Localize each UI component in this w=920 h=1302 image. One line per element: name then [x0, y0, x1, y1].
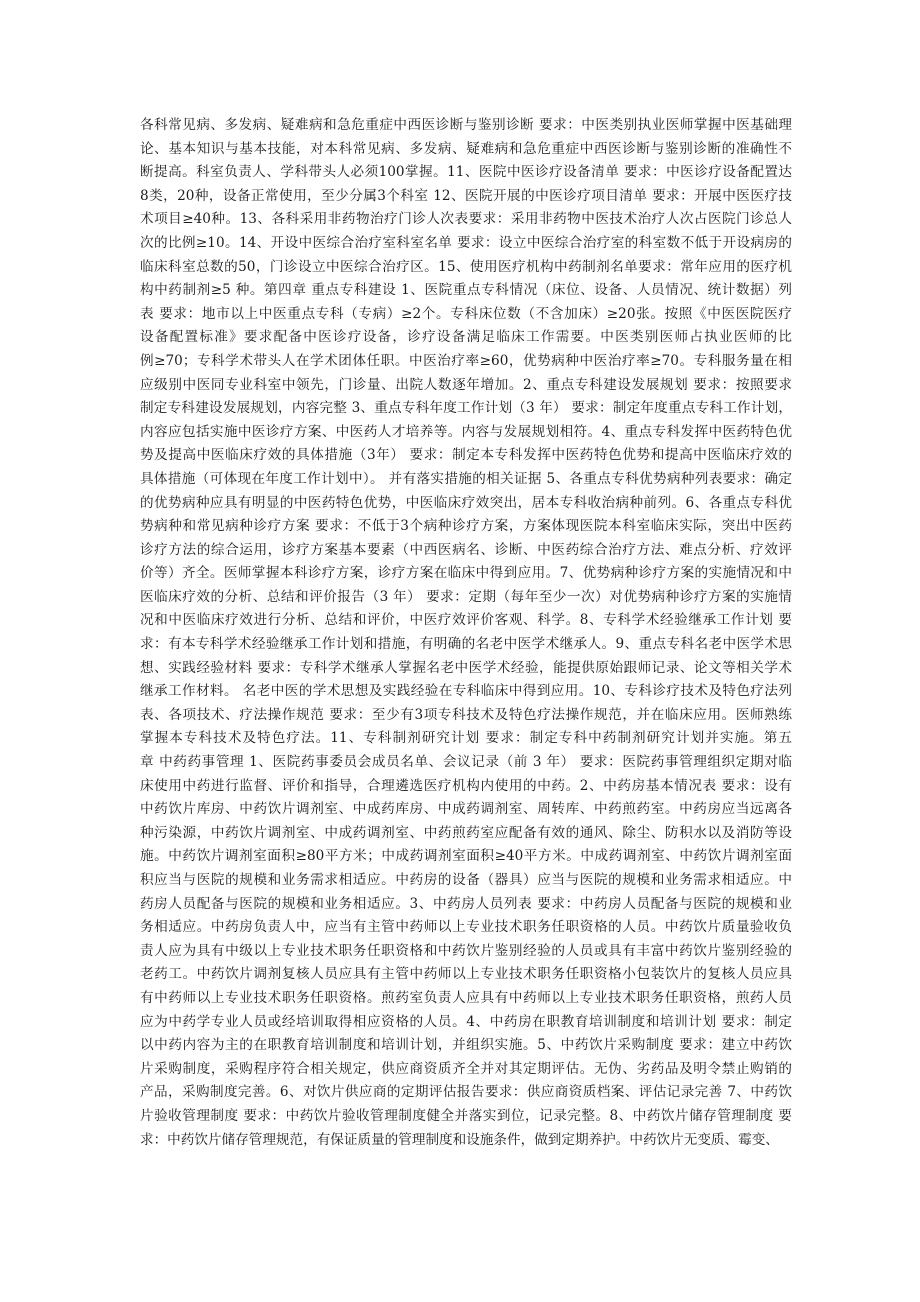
- text-line: 势及提高中医临床疗效的具体措施（3年） 要求：制定本专科发挥中医药特色优势和提高中医临床疗效的: [140, 447, 792, 464]
- text-line: 诊疗方法的综合运用，诊疗方案基本要素（中西医病名、诊断、中医药综合治疗方法、难点分析、疗效评: [140, 541, 792, 558]
- text-line: 片验收管理制度 要求：中药饮片验收管理制度健全并落实到位，记录完整。8、中药饮片储存管理制度 要: [140, 1107, 792, 1124]
- text-line: 例≥70；专科学术带头人在学术团体任职。中医治疗率≥60，优势病种中医治疗率≥70。专科服务量在相: [140, 352, 792, 369]
- text-line: 责人应为具有中级以上专业技术职务任职资格和中药饮片鉴别经验的人员或具有丰富中药饮片鉴别经验的: [140, 942, 792, 959]
- text-line: 片采购制度，采购程序符合相关规定，供应商资质齐全并对其定期评估。无伪、劣药品及明令禁止购销的: [140, 1060, 792, 1077]
- text-line: 应级别中医同专业科室中领先，门诊量、出院人数逐年增加。2、重点专科建设发展规划 要求：按照要求: [140, 376, 792, 393]
- text-line: 次的比例≥10。14、开设中医综合治疗室科室名单 要求：设立中医综合治疗室的科室数不低于开设病房的: [140, 234, 792, 251]
- text-line: 具体措施（可体现在年度工作计划中）。 并有落实措施的相关证据 5、各重点专科优势病种列表要求：确定: [140, 470, 792, 487]
- text-line: 施。中药饮片调剂室面积≥80平方米；中成药调剂室面积≥40平方米。中成药调剂室、中药饮片调剂室面: [140, 848, 792, 865]
- text-line: 设备配置标准》要求配备中医诊疗设备，诊疗设备满足临床工作需要。中医类别医师占执业医师的比: [140, 329, 792, 346]
- text-line: 掌握本专科技术及特色疗法。11、专科制剂研究计划 要求：制定专科中药制剂研究计划并实施。第五: [140, 730, 792, 747]
- text-line: 中药饮片库房、中药饮片调剂室、中成药库房、中成药调剂室、周转库、中药煎药室。中药房应当远离各: [140, 801, 792, 818]
- text-line: 务相适应。中药房负责人中，应当有主管中药师以上专业技术职务任职资格的人员。中药饮片质量验收负: [140, 919, 792, 936]
- text-line: 种污染源，中药饮片调剂室、中成药调剂室、中药煎药室应配备有效的通风、除尘、防积水以及消防等设: [140, 824, 792, 841]
- text-line: 断提高。科室负责人、学科带头人必须100掌握。11、医院中医诊疗设备清单 要求：中医诊疗设备配置达: [140, 164, 792, 181]
- text-line: 章 中药药事管理 1、医院药事委员会成员名单、会议记录（前 3 年） 要求：医院药事管理组织定期对临: [140, 754, 792, 771]
- text-line: 老药工。中药饮片调剂复核人员应具有主管中药师以上专业技术职务任职资格小包装饮片的复核人员应具: [140, 966, 792, 983]
- text-line: 床使用中药进行监督、评价和指导，合理遴选医疗机构内使用的中药。2、中药房基本情况表 要求：设有: [140, 777, 792, 794]
- text-line: 求：有本专科学术经验继承工作计划和措施，有明确的名老中医学术继承人。9、重点专科名老中医学术思: [140, 636, 792, 653]
- text-line: 内容应包括实施中医诊疗方案、中医药人才培养等。内容与发展规划相符。4、重点专科发挥中医药特色优: [140, 423, 792, 440]
- text-line: 积应当与医院的规模和业务需求相适应。中药房的设备（器具）应当与医院的规模和业务需求相适应。中: [140, 872, 792, 888]
- text-line: 表 要求：地市以上中医重点专科（专病）≥2个。专科床位数（不含加床）≥20张。按照《中医医院医疗: [140, 305, 792, 322]
- text-line: 各科常见病、多发病、疑难病和急危重症中西医诊断与鉴别诊断 要求：中医类别执业医师掌握中医基础理: [140, 117, 792, 133]
- text-line: 价等）齐全。医师掌握本科诊疗方案，诊疗方案在临床中得到应用。7、优势病种诊疗方案的实施情况和中: [140, 565, 792, 582]
- text-line: 继承工作材料。 名老中医的学术思想及实践经验在专科临床中得到应用。10、专科诊疗技术及特色疗法列: [140, 683, 792, 700]
- text-line: 药房人员配备与医院的规模和业务相适应。3、中药房人员列表 要求：中药房人员配备与医院的规模和业: [140, 895, 792, 912]
- text-line: 以中药内容为主的在职教育培训制度和培训计划，并组织实施。5、中药饮片采购制度 要求：建立中药饮: [140, 1037, 792, 1054]
- text-line: 的优势病种应具有明显的中医药特色优势，中医临床疗效突出，居本专科收治病种前列。6、各重点专科优: [140, 494, 792, 511]
- text-line: 势病种和常见病种诊疗方案 要求：不低于3个病种诊疗方案，方案体现医院本科室临床实际，突出中医药: [140, 518, 792, 535]
- text-line: 况和中医临床疗效进行分析、总结和评价，中医疗效评价客观、科学。8、专科学术经验继承工作计划 要: [140, 612, 792, 629]
- text-line: 临床科室总数的50，门诊设立中医综合治疗区。15、使用医疗机构中药制剂名单要求：常年应用的医疗机: [140, 258, 792, 275]
- text-line: 构中药制剂≥5 种。第四章 重点专科建设 1、医院重点专科情况（床位、设备、人员情况、统计数据）列: [140, 282, 792, 299]
- text-line: 求：中药饮片储存管理规范，有保证质量的管理制度和设施条件，做到定期养护。中药饮片无变质、霉变、: [140, 1131, 779, 1148]
- text-line: 想、实践经验材料 要求：专科学术继承人掌握名老中医学术经验，能提供原始跟师记录、论文等相关学术: [140, 659, 792, 676]
- text-line: 应为中药学专业人员或经培训取得相应资格的人员。4、中药房在职教育培训制度和培训计划 要求：制定: [140, 1013, 792, 1030]
- document-body-text: [140, 114, 792, 1152]
- text-line: 术项目≥40种。13、各科采用非药物治疗门诊人次表要求：采用非药物中医技术治疗人次占医院门诊总人: [140, 211, 792, 228]
- text-line: 表、各项技术、疗法操作规范 要求：至少有3项专科技术及特色疗法操作规范，并在临床应用。医师熟练: [140, 706, 792, 723]
- text-line: 论、基本知识与基本技能，对本科常见病、多发病、疑难病和急危重症中西医诊断与鉴别诊断的准确性不: [140, 140, 792, 157]
- text-line: 8类，20种，设备正常使用，至少分属3个科室 12、医院开展的中医诊疗项目清单 要求：开展中医医疗技: [140, 187, 792, 204]
- text-line: 制定专科建设发展规划，内容完整 3、重点专科年度工作计划（3 年） 要求：制定年度重点专科工作计划，: [140, 400, 792, 417]
- text-line: 医临床疗效的分析、总结和评价报告（3 年） 要求：定期（每年至少一次）对优势病种诊疗方案的实施情: [140, 588, 792, 605]
- text-line: 有中药师以上专业技术职务任职资格。煎药室负责人应具有中药师以上专业技术职务任职资格，煎药人员: [140, 989, 792, 1006]
- text-line: 产品，采购制度完善。6、对饮片供应商的定期评估报告要求：供应商资质档案、评估记录完善 7、中药饮: [140, 1084, 792, 1101]
